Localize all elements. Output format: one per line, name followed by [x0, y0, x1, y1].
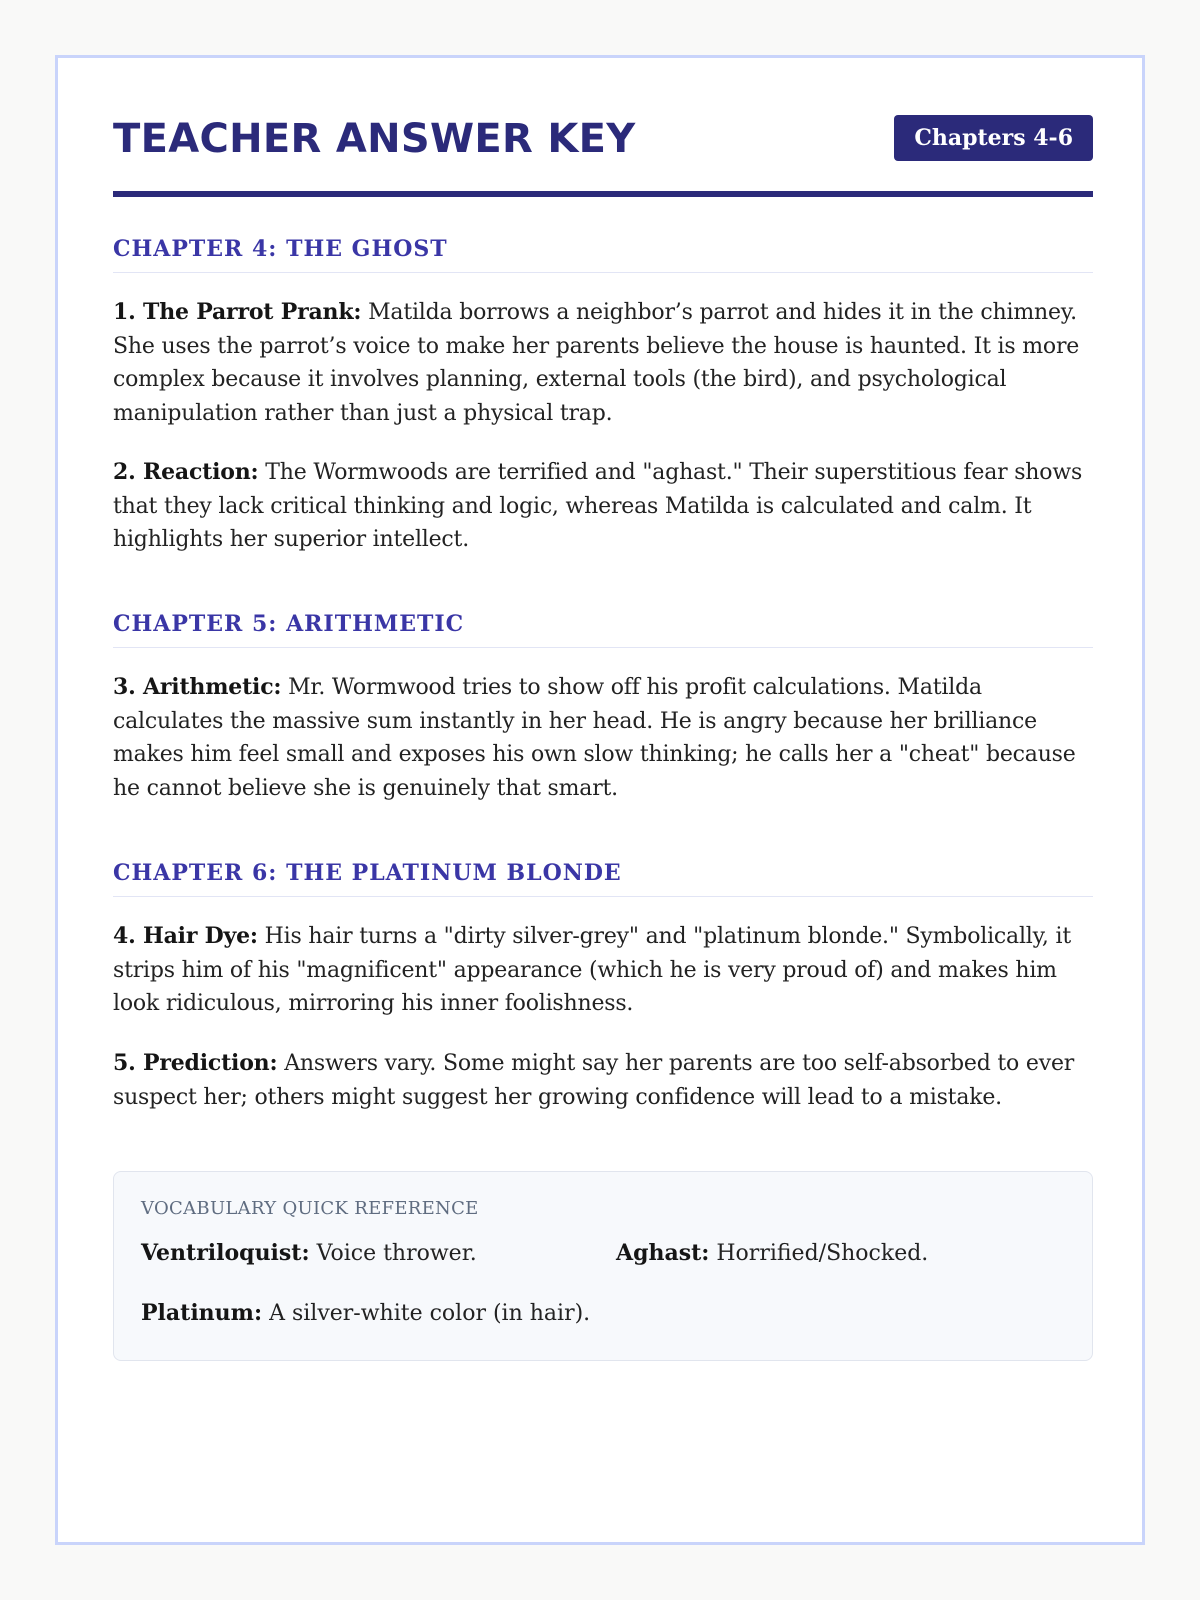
answer-2-label: 2. Reaction:: [113, 459, 259, 485]
vocab-item: [141, 1298, 590, 1329]
answer-key-page: [55, 55, 1145, 1545]
vocab-definition: A silver-white color (in hair).: [269, 1301, 591, 1326]
answer-1-text: Matilda borrows a neighbor’s parrot and hides it in the chimney. She uses the parrot’s voice to make her parents believe the house is haunted. It is more complex because it involves planning, external tools (the bird), and psychological manipulation rather than just a physical trap.: [113, 300, 1080, 426]
answer-4: [113, 920, 1093, 1021]
answer-1-label: 1. The Parrot Prank:: [113, 299, 362, 325]
page-header: [113, 115, 1093, 195]
answer-3-label: 3. Arithmetic:: [113, 674, 282, 700]
answer-4-label: 4. Hair Dye:: [113, 923, 258, 949]
answer-4-text: His hair turns a "dirty silver-grey" and "platinum blonde." Symbolically, it strips him of his "magnificent" appearance (which he is very proud of) and makes him look ridiculous, mirroring his inner foolishness.: [113, 924, 1071, 1016]
answer-3: [113, 671, 1093, 805]
vocab-definition: Horrified/Shocked.: [716, 1241, 929, 1266]
vocab-item: [141, 1238, 477, 1269]
chapter-6-heading: CHAPTER 6: THE PLATINUM BLONDE: [113, 858, 1093, 897]
vocab-term: Ventriloquist:: [141, 1240, 310, 1266]
answer-2-text: The Wormwoods are terrified and "aghast." Their superstitious fear shows that they lack critical thinking and logic, whereas Matilda is calculated and calm. It highlights her superior intellect.: [113, 460, 1083, 552]
answer-3-text: Mr. Wormwood tries to show off his profit calculations. Matilda calculates the massive sum instantly in her head. He is angry because her brilliance makes him feel small and exposes his own slow thinking; he calls her a "cheat" because he cannot believe she is genuinely that smart.: [113, 675, 1076, 801]
vocab-item: [616, 1238, 928, 1269]
answer-5-text: Answers vary. Some might say her parents are too self-absorbed to ever suspect her; others might suggest her growing confidence will lead to a mistake.: [113, 1051, 1075, 1110]
answer-1: [113, 296, 1093, 430]
vocabulary-title: VOCABULARY QUICK REFERENCE: [141, 1198, 479, 1219]
answer-2: [113, 456, 1093, 557]
answer-5-label: 5. Prediction:: [113, 1050, 278, 1076]
answer-5: [113, 1047, 1093, 1114]
chapters-badge: Chapters 4-6: [894, 115, 1093, 161]
vocabulary-box: [113, 1171, 1093, 1361]
header-divider: [113, 191, 1093, 197]
vocab-term: Aghast:: [616, 1240, 710, 1266]
chapter-4-heading: CHAPTER 4: THE GHOST: [113, 234, 1093, 273]
page-title: TEACHER ANSWER KEY: [113, 116, 636, 162]
vocab-definition: Voice thrower.: [316, 1241, 477, 1266]
vocab-term: Platinum:: [141, 1300, 263, 1326]
chapter-5-heading: CHAPTER 5: ARITHMETIC: [113, 609, 1093, 648]
